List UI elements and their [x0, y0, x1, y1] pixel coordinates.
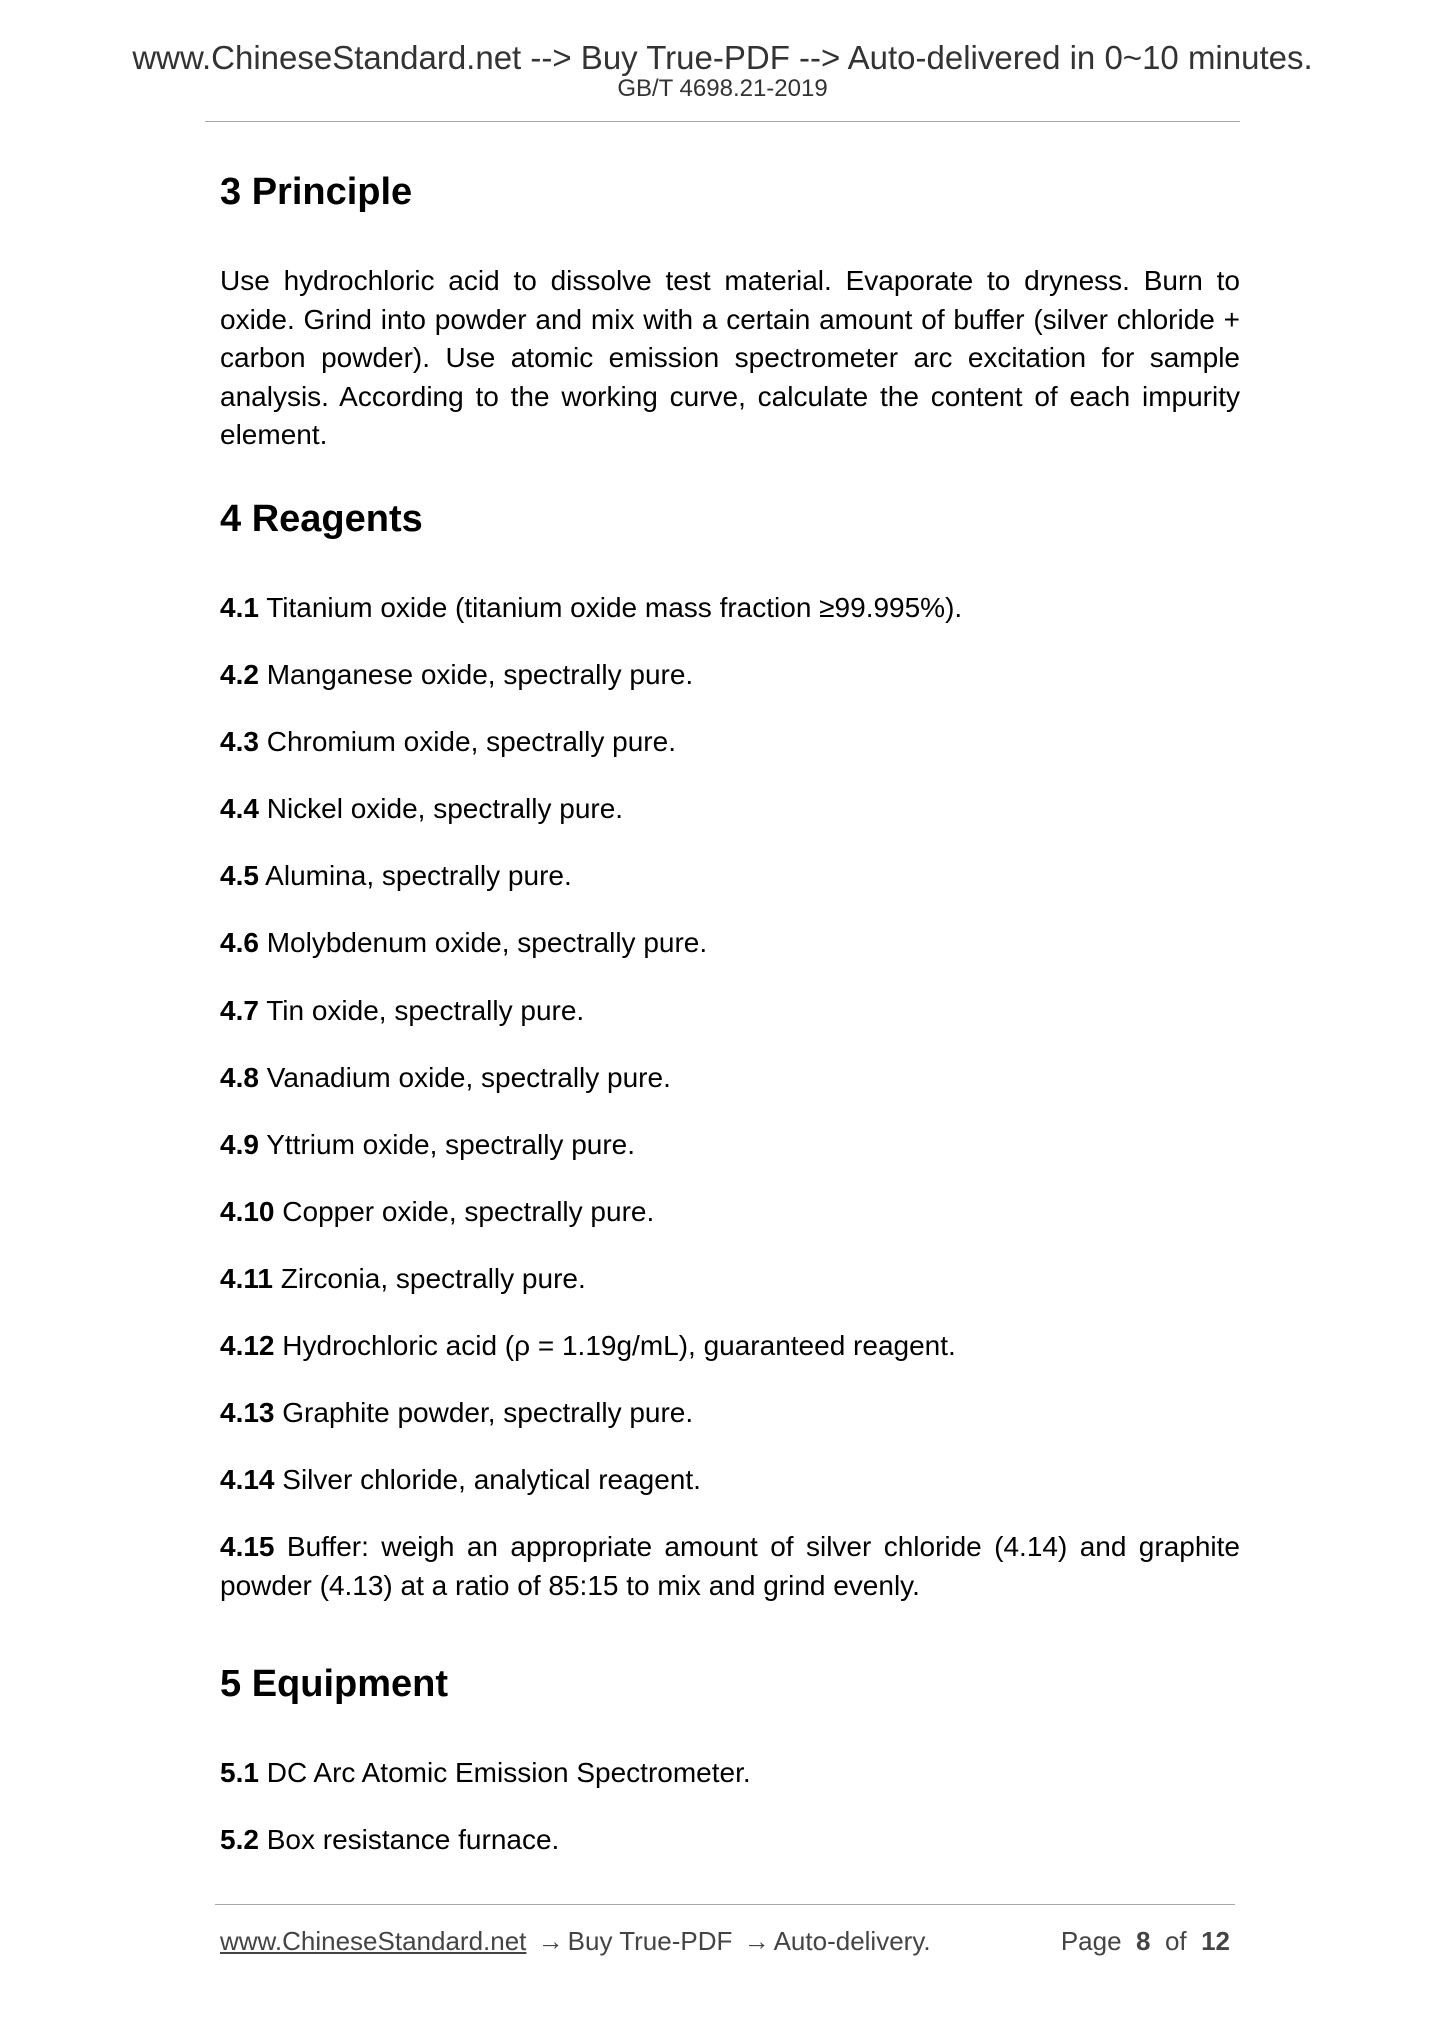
reagent-item-number: 4.15	[220, 1531, 275, 1562]
page-label: Page	[1060, 1926, 1122, 1956]
page-of-label: of	[1164, 1926, 1187, 1956]
reagent-item	[220, 789, 1240, 828]
section-heading-principle: 3 Principle	[220, 171, 413, 213]
reagent-item	[220, 991, 1240, 1030]
page-indicator	[1061, 1925, 1230, 1957]
footer-site-link[interactable]: www.ChineseStandard.net	[220, 1926, 527, 1956]
reagent-item-number: 4.11	[220, 1263, 273, 1294]
reagent-item-number: 4.5	[220, 860, 259, 891]
reagent-item	[220, 1527, 1240, 1605]
document-code: GB/T 4698.21-2019	[617, 75, 828, 102]
reagent-item-text: Silver chloride, analytical reagent.	[282, 1464, 701, 1495]
reagent-item	[220, 1125, 1240, 1164]
reagent-item	[220, 1460, 1240, 1499]
section-heading-reagents: 4 Reagents	[220, 498, 423, 540]
reagent-item-text: Zirconia, spectrally pure.	[280, 1263, 586, 1294]
reagent-item	[220, 588, 1240, 627]
reagent-item-number: 4.8	[220, 1062, 259, 1093]
principle-paragraph: Use hydrochloric acid to dissolve test material. Evaporate to dryness. Burn to oxide. Grind into powder and mix with a certain amount of buffer (silver chloride + carbon powder). Use atomic emission spectrometer arc excitation for sample analysis. According to the working curve, calculate the content of each impurity element.	[220, 265, 1240, 450]
reagent-item	[220, 1393, 1240, 1432]
reagent-item-text: Buffer: weigh an appropriate amount of silver chloride (4.14) and graphite powder (4.13) at a ratio of 85:15 to mix and grind evenly.	[220, 1531, 1240, 1601]
reagent-item-number: 4.12	[220, 1330, 275, 1361]
reagent-item	[220, 655, 1240, 694]
equipment-item	[220, 1753, 1240, 1792]
equipment-item-text: DC Arc Atomic Emission Spectrometer.	[266, 1757, 751, 1788]
arrow-right-icon: →	[743, 1926, 770, 1956]
header-divider	[205, 121, 1240, 122]
reagent-item-text: Tin oxide, spectrally pure.	[266, 995, 585, 1026]
reagent-item-number: 4.1	[220, 592, 259, 623]
reagent-item-text: Vanadium oxide, spectrally pure.	[266, 1062, 671, 1093]
reagent-item-text: Copper oxide, spectrally pure.	[282, 1196, 655, 1227]
equipment-item-text: Box resistance furnace.	[266, 1824, 560, 1855]
footer-buy-text: Buy True-PDF	[567, 1926, 733, 1956]
reagent-item-text: Graphite powder, spectrally pure.	[282, 1397, 694, 1428]
header-banner: www.ChineseStandard.net --> Buy True-PDF --> Auto-delivered in 0~10 minutes.	[132, 39, 1313, 76]
reagent-item	[220, 722, 1240, 761]
equipment-item-number: 5.2	[220, 1824, 259, 1855]
reagent-item-number: 4.3	[220, 726, 259, 757]
arrow-right-icon: →	[537, 1926, 564, 1956]
page-total: 12	[1201, 1926, 1230, 1956]
reagent-item-text: Alumina, spectrally pure.	[265, 860, 572, 891]
reagent-item-number: 4.13	[220, 1397, 275, 1428]
section-heading-equipment: 5 Equipment	[220, 1663, 449, 1705]
reagent-item-text: Manganese oxide, spectrally pure.	[266, 659, 694, 690]
reagent-item	[220, 856, 1240, 895]
page-footer	[220, 1925, 1230, 1957]
footer-divider	[215, 1904, 1235, 1905]
reagent-item-number: 4.7	[220, 995, 259, 1026]
reagent-item-text: Chromium oxide, spectrally pure.	[266, 726, 676, 757]
reagent-item-text: Hydrochloric acid (ρ = 1.19g/mL), guaranteed reagent.	[282, 1330, 956, 1361]
reagent-item	[220, 1058, 1240, 1097]
footer-delivery-text: Auto-delivery.	[773, 1926, 931, 1956]
reagent-item-number: 4.14	[220, 1464, 275, 1495]
reagent-item	[220, 923, 1240, 962]
reagent-item-number: 4.4	[220, 793, 259, 824]
reagent-item-number: 4.10	[220, 1196, 275, 1227]
reagent-item	[220, 1259, 1240, 1298]
reagent-item-text: Titanium oxide (titanium oxide mass fraction ≥99.995%).	[266, 592, 963, 623]
reagent-item-number: 4.9	[220, 1129, 259, 1160]
equipment-item-number: 5.1	[220, 1757, 259, 1788]
reagent-item	[220, 1326, 1240, 1365]
reagent-item-number: 4.6	[220, 927, 259, 958]
reagent-item	[220, 1192, 1240, 1231]
reagent-item-number: 4.2	[220, 659, 259, 690]
page-number: 8	[1136, 1926, 1151, 1956]
reagent-item-text: Nickel oxide, spectrally pure.	[266, 793, 624, 824]
equipment-item	[220, 1820, 1240, 1859]
reagent-item-text: Yttrium oxide, spectrally pure.	[266, 1129, 636, 1160]
reagent-item-text: Molybdenum oxide, spectrally pure.	[266, 927, 708, 958]
